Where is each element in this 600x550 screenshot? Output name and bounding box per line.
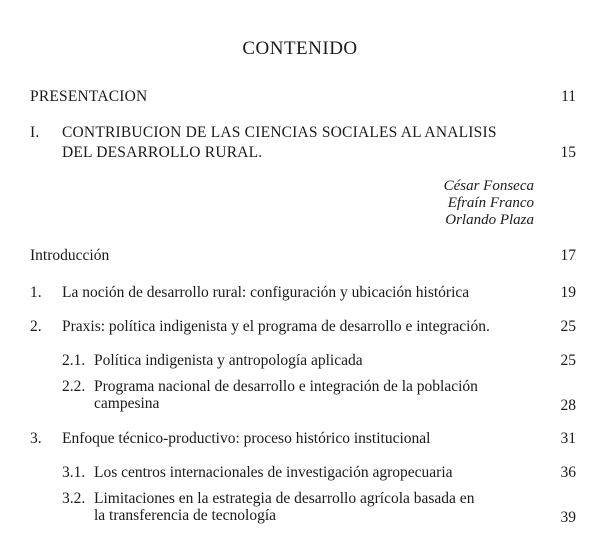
toc-entry-section-3-1: Los centros internacionales de investigación agropecuaria (94, 464, 453, 481)
author-name: Efraín Franco (447, 195, 534, 211)
toc-page-number: 36 (560, 464, 576, 481)
toc-entry-part-one: CONTRIBUCION DE LAS CIENCIAS SOCIALES AL ANALISIS (62, 124, 497, 141)
toc-page-number: 25 (560, 352, 576, 369)
toc-page-number: 15 (560, 144, 576, 161)
toc-page-number: 28 (560, 397, 576, 414)
toc-entry-section-1: La noción de desarrollo rural: configuración y ubicación histórica (62, 284, 470, 301)
toc-entry-marker: 1. (30, 284, 42, 301)
toc-entry-marker: 3.1. (62, 464, 86, 481)
toc-entry-section-3: Enfoque técnico-productivo: proceso histórico institucional (62, 430, 431, 447)
toc-page-number: 25 (560, 318, 576, 335)
toc-entry-marker: I. (30, 124, 40, 141)
toc-entry-section-2-2-continued: campesina (94, 395, 160, 412)
toc-entry-section-2-2: Programa nacional de desarrollo e integración de la población (94, 378, 478, 395)
author-name: Orlando Plaza (445, 212, 534, 228)
toc-page-number: 17 (560, 247, 576, 264)
toc-entry-marker: 2.2. (62, 378, 86, 395)
toc-entry-introduccion: Introducción (30, 247, 110, 264)
toc-entry-part-one-continued: DEL DESARROLLO RURAL. (62, 144, 263, 161)
toc-page-number: 31 (560, 430, 576, 447)
toc-entry-presentacion: PRESENTACION (30, 88, 148, 105)
toc-entry-section-2-1: Política indigenista y antropología aplicada (94, 352, 363, 369)
toc-entry-section-2: Praxis: política indigenista y el programa de desarrollo e integración. (62, 318, 490, 335)
toc-entry-marker: 2.1. (62, 352, 86, 369)
toc-entry-marker: 3. (30, 430, 42, 447)
toc-entry-marker: 2. (30, 318, 42, 335)
toc-entry-section-3-2: Limitaciones en la estrategia de desarrollo agrícola basada en (94, 490, 475, 507)
toc-entry-marker: 3.2. (62, 490, 86, 507)
toc-page-number: 39 (560, 509, 576, 526)
toc-page-number: 11 (561, 88, 576, 105)
toc-page-number: 19 (560, 284, 576, 301)
author-name: César Fonseca (443, 178, 534, 194)
page-title: CONTENIDO (242, 38, 358, 59)
toc-entry-section-3-2-continued: la transferencia de tecnología (94, 507, 277, 524)
